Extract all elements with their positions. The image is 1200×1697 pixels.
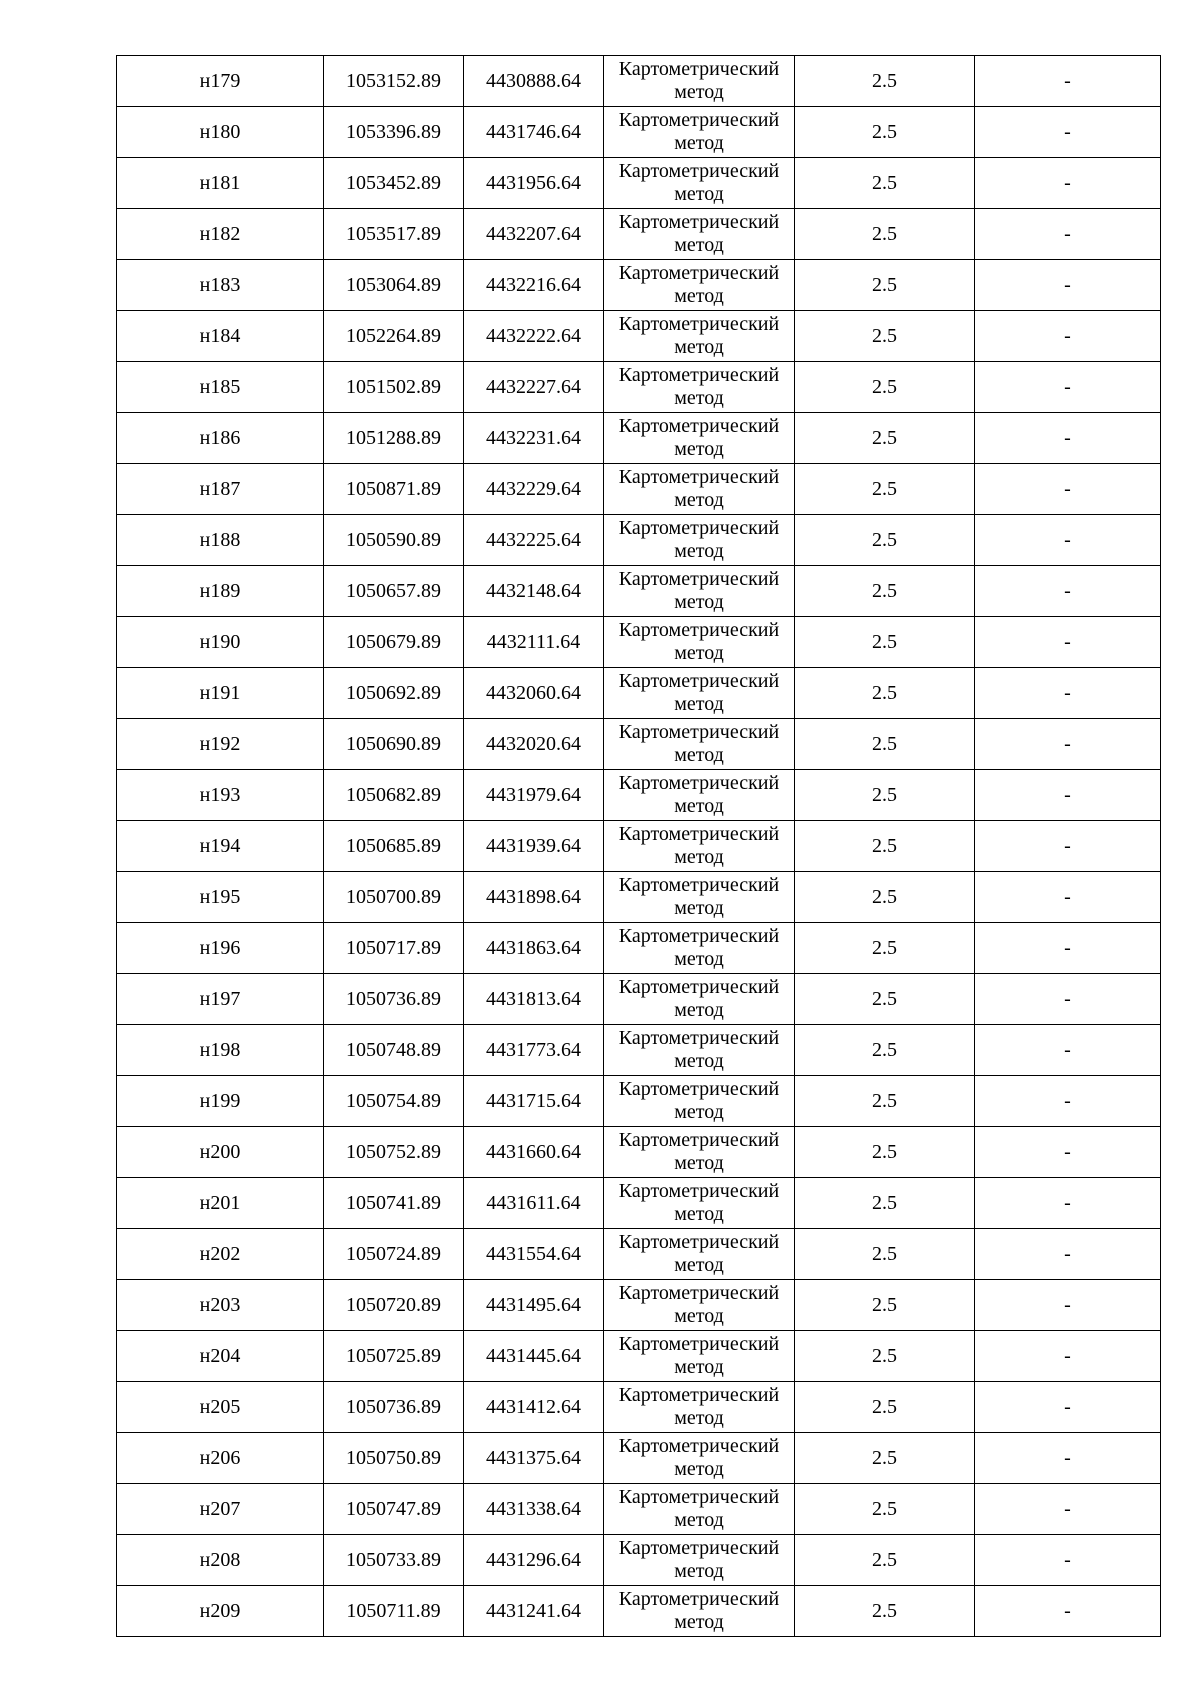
precision-cell: 2.5 (795, 1229, 975, 1280)
point-name-cell: н182 (117, 209, 324, 260)
method-text-line1: Картометрический (618, 211, 780, 233)
precision-cell: 2.5 (795, 668, 975, 719)
description-cell: - (975, 770, 1161, 821)
method-text-line1: Картометрический (618, 1282, 780, 1304)
method-cell (604, 1178, 795, 1229)
table-row (117, 260, 1161, 311)
method-text-line1: Картометрический (618, 1435, 780, 1457)
method-cell (604, 821, 795, 872)
method-text-line2: метод (674, 285, 724, 307)
description-cell: - (975, 872, 1161, 923)
point-name-cell: н209 (117, 1586, 324, 1637)
method-text-line2: метод (674, 438, 724, 460)
point-name-cell: н197 (117, 974, 324, 1025)
y-coordinate-cell: 4431956.64 (464, 158, 604, 209)
precision-cell: 2.5 (795, 770, 975, 821)
point-name-cell: н195 (117, 872, 324, 923)
y-coordinate-cell: 4432148.64 (464, 566, 604, 617)
precision-cell: 2.5 (795, 719, 975, 770)
method-text-line2: метод (674, 999, 724, 1021)
precision-cell: 2.5 (795, 1433, 975, 1484)
table-row (117, 464, 1161, 515)
point-name-cell: н196 (117, 923, 324, 974)
method-text-line1: Картометрический (618, 1384, 780, 1406)
y-coordinate-cell: 4432111.64 (464, 617, 604, 668)
method-text-line1: Картометрический (618, 160, 780, 182)
method-text-line1: Картометрический (618, 976, 780, 998)
x-coordinate-cell: 1050736.89 (324, 1382, 464, 1433)
table-row (117, 56, 1161, 107)
table-row (117, 872, 1161, 923)
table-row (117, 1382, 1161, 1433)
x-coordinate-cell: 1050657.89 (324, 566, 464, 617)
y-coordinate-cell: 4432060.64 (464, 668, 604, 719)
method-text-line1: Картометрический (618, 415, 780, 437)
x-coordinate-cell: 1050725.89 (324, 1331, 464, 1382)
point-name-cell: н206 (117, 1433, 324, 1484)
y-coordinate-cell: 4432227.64 (464, 362, 604, 413)
y-coordinate-cell: 4431338.64 (464, 1484, 604, 1535)
table-row (117, 770, 1161, 821)
description-cell: - (975, 1331, 1161, 1382)
point-name-cell: н202 (117, 1229, 324, 1280)
table-row (117, 821, 1161, 872)
precision-cell: 2.5 (795, 464, 975, 515)
y-coordinate-cell: 4431746.64 (464, 107, 604, 158)
coordinates-table (116, 55, 1161, 1637)
y-coordinate-cell: 4431412.64 (464, 1382, 604, 1433)
y-coordinate-cell: 4431375.64 (464, 1433, 604, 1484)
point-name-cell: н181 (117, 158, 324, 209)
precision-cell: 2.5 (795, 158, 975, 209)
method-text-line2: метод (674, 489, 724, 511)
description-cell: - (975, 617, 1161, 668)
method-cell (604, 260, 795, 311)
y-coordinate-cell: 4431241.64 (464, 1586, 604, 1637)
x-coordinate-cell: 1050736.89 (324, 974, 464, 1025)
method-text-line2: метод (674, 1305, 724, 1327)
coordinates-table-body (117, 56, 1161, 1637)
x-coordinate-cell: 1051502.89 (324, 362, 464, 413)
precision-cell: 2.5 (795, 1127, 975, 1178)
method-text-line2: метод (674, 1152, 724, 1174)
table-row (117, 719, 1161, 770)
y-coordinate-cell: 4431813.64 (464, 974, 604, 1025)
method-cell (604, 1076, 795, 1127)
method-cell (604, 872, 795, 923)
method-cell (604, 1586, 795, 1637)
method-text-line2: метод (674, 387, 724, 409)
x-coordinate-cell: 1050748.89 (324, 1025, 464, 1076)
method-text-line2: метод (674, 744, 724, 766)
method-cell (604, 1433, 795, 1484)
method-text-line1: Картометрический (618, 925, 780, 947)
description-cell: - (975, 413, 1161, 464)
description-cell: - (975, 464, 1161, 515)
table-row (117, 923, 1161, 974)
method-text-line1: Картометрический (618, 58, 780, 80)
method-text-line2: метод (674, 1407, 724, 1429)
x-coordinate-cell: 1050700.89 (324, 872, 464, 923)
method-text-line2: метод (674, 1611, 724, 1633)
method-cell (604, 1535, 795, 1586)
x-coordinate-cell: 1050724.89 (324, 1229, 464, 1280)
method-text-line2: метод (674, 1560, 724, 1582)
table-row (117, 974, 1161, 1025)
method-text-line2: метод (674, 897, 724, 919)
precision-cell: 2.5 (795, 515, 975, 566)
table-row (117, 1076, 1161, 1127)
method-text-line2: метод (674, 1509, 724, 1531)
table-row (117, 209, 1161, 260)
x-coordinate-cell: 1050754.89 (324, 1076, 464, 1127)
x-coordinate-cell: 1053064.89 (324, 260, 464, 311)
x-coordinate-cell: 1050741.89 (324, 1178, 464, 1229)
table-row (117, 566, 1161, 617)
method-text-line1: Картометрический (618, 364, 780, 386)
y-coordinate-cell: 4431979.64 (464, 770, 604, 821)
point-name-cell: н205 (117, 1382, 324, 1433)
method-text-line2: метод (674, 336, 724, 358)
point-name-cell: н193 (117, 770, 324, 821)
description-cell: - (975, 1025, 1161, 1076)
x-coordinate-cell: 1050682.89 (324, 770, 464, 821)
method-cell (604, 1280, 795, 1331)
table-row (117, 362, 1161, 413)
precision-cell: 2.5 (795, 566, 975, 617)
point-name-cell: н183 (117, 260, 324, 311)
precision-cell: 2.5 (795, 821, 975, 872)
precision-cell: 2.5 (795, 413, 975, 464)
method-text-line1: Картометрический (618, 823, 780, 845)
x-coordinate-cell: 1050752.89 (324, 1127, 464, 1178)
y-coordinate-cell: 4431495.64 (464, 1280, 604, 1331)
point-name-cell: н194 (117, 821, 324, 872)
table-row (117, 413, 1161, 464)
description-cell: - (975, 1535, 1161, 1586)
precision-cell: 2.5 (795, 1382, 975, 1433)
point-name-cell: н204 (117, 1331, 324, 1382)
table-row (117, 1127, 1161, 1178)
method-text-line1: Картометрический (618, 1231, 780, 1253)
precision-cell: 2.5 (795, 974, 975, 1025)
method-text-line2: метод (674, 591, 724, 613)
method-cell (604, 209, 795, 260)
x-coordinate-cell: 1050679.89 (324, 617, 464, 668)
method-cell (604, 158, 795, 209)
precision-cell: 2.5 (795, 1178, 975, 1229)
precision-cell: 2.5 (795, 107, 975, 158)
table-row (117, 1586, 1161, 1637)
method-text-line1: Картометрический (618, 568, 780, 590)
method-cell (604, 1025, 795, 1076)
point-name-cell: н207 (117, 1484, 324, 1535)
method-text-line1: Картометрический (618, 1537, 780, 1559)
table-row (117, 1025, 1161, 1076)
precision-cell: 2.5 (795, 1076, 975, 1127)
description-cell: - (975, 1280, 1161, 1331)
precision-cell: 2.5 (795, 209, 975, 260)
description-cell: - (975, 1229, 1161, 1280)
method-text-line1: Картометрический (618, 262, 780, 284)
method-cell (604, 1484, 795, 1535)
method-text-line2: метод (674, 1203, 724, 1225)
precision-cell: 2.5 (795, 923, 975, 974)
precision-cell: 2.5 (795, 311, 975, 362)
description-cell: - (975, 515, 1161, 566)
x-coordinate-cell: 1053517.89 (324, 209, 464, 260)
precision-cell: 2.5 (795, 1331, 975, 1382)
point-name-cell: н203 (117, 1280, 324, 1331)
table-row (117, 1229, 1161, 1280)
y-coordinate-cell: 4432229.64 (464, 464, 604, 515)
description-cell: - (975, 668, 1161, 719)
table-row (117, 1535, 1161, 1586)
method-cell (604, 668, 795, 719)
precision-cell: 2.5 (795, 1484, 975, 1535)
method-text-line1: Картометрический (618, 721, 780, 743)
method-text-line2: метод (674, 183, 724, 205)
description-cell: - (975, 107, 1161, 158)
precision-cell: 2.5 (795, 56, 975, 107)
description-cell: - (975, 1433, 1161, 1484)
point-name-cell: н198 (117, 1025, 324, 1076)
description-cell: - (975, 362, 1161, 413)
method-text-line1: Картометрический (618, 109, 780, 131)
method-cell (604, 311, 795, 362)
method-text-line2: метод (674, 1254, 724, 1276)
method-cell (604, 56, 795, 107)
point-name-cell: н208 (117, 1535, 324, 1586)
method-text-line1: Картометрический (618, 772, 780, 794)
precision-cell: 2.5 (795, 260, 975, 311)
description-cell: - (975, 1484, 1161, 1535)
table-row (117, 1178, 1161, 1229)
x-coordinate-cell: 1050685.89 (324, 821, 464, 872)
x-coordinate-cell: 1050750.89 (324, 1433, 464, 1484)
method-text-line1: Картометрический (618, 670, 780, 692)
x-coordinate-cell: 1050733.89 (324, 1535, 464, 1586)
y-coordinate-cell: 4431554.64 (464, 1229, 604, 1280)
method-text-line1: Картометрический (618, 1486, 780, 1508)
x-coordinate-cell: 1053152.89 (324, 56, 464, 107)
y-coordinate-cell: 4432225.64 (464, 515, 604, 566)
description-cell: - (975, 311, 1161, 362)
point-name-cell: н185 (117, 362, 324, 413)
y-coordinate-cell: 4432207.64 (464, 209, 604, 260)
y-coordinate-cell: 4432020.64 (464, 719, 604, 770)
x-coordinate-cell: 1050590.89 (324, 515, 464, 566)
method-text-line1: Картометрический (618, 1078, 780, 1100)
y-coordinate-cell: 4431296.64 (464, 1535, 604, 1586)
point-name-cell: н179 (117, 56, 324, 107)
method-cell (604, 107, 795, 158)
method-text-line2: метод (674, 1050, 724, 1072)
precision-cell: 2.5 (795, 872, 975, 923)
description-cell: - (975, 56, 1161, 107)
description-cell: - (975, 1076, 1161, 1127)
point-name-cell: н184 (117, 311, 324, 362)
x-coordinate-cell: 1050692.89 (324, 668, 464, 719)
method-text-line2: метод (674, 795, 724, 817)
method-text-line2: метод (674, 693, 724, 715)
table-row (117, 311, 1161, 362)
table-row (117, 1331, 1161, 1382)
x-coordinate-cell: 1050871.89 (324, 464, 464, 515)
point-name-cell: н192 (117, 719, 324, 770)
y-coordinate-cell: 4431939.64 (464, 821, 604, 872)
x-coordinate-cell: 1053396.89 (324, 107, 464, 158)
table-row (117, 107, 1161, 158)
description-cell: - (975, 719, 1161, 770)
precision-cell: 2.5 (795, 617, 975, 668)
x-coordinate-cell: 1050717.89 (324, 923, 464, 974)
method-cell (604, 362, 795, 413)
method-text-line2: метод (674, 948, 724, 970)
method-cell (604, 617, 795, 668)
table-row (117, 1280, 1161, 1331)
point-name-cell: н199 (117, 1076, 324, 1127)
x-coordinate-cell: 1052264.89 (324, 311, 464, 362)
y-coordinate-cell: 4431898.64 (464, 872, 604, 923)
method-cell (604, 566, 795, 617)
method-cell (604, 974, 795, 1025)
y-coordinate-cell: 4432222.64 (464, 311, 604, 362)
point-name-cell: н200 (117, 1127, 324, 1178)
method-text-line1: Картометрический (618, 1129, 780, 1151)
description-cell: - (975, 566, 1161, 617)
method-text-line2: метод (674, 1458, 724, 1480)
y-coordinate-cell: 4431660.64 (464, 1127, 604, 1178)
method-text-line2: метод (674, 234, 724, 256)
method-text-line2: метод (674, 1101, 724, 1123)
x-coordinate-cell: 1051288.89 (324, 413, 464, 464)
method-text-line2: метод (674, 132, 724, 154)
precision-cell: 2.5 (795, 362, 975, 413)
description-cell: - (975, 209, 1161, 260)
method-cell (604, 464, 795, 515)
y-coordinate-cell: 4431445.64 (464, 1331, 604, 1382)
point-name-cell: н187 (117, 464, 324, 515)
y-coordinate-cell: 4430888.64 (464, 56, 604, 107)
method-text-line1: Картометрический (618, 1027, 780, 1049)
method-cell (604, 413, 795, 464)
point-name-cell: н191 (117, 668, 324, 719)
point-name-cell: н188 (117, 515, 324, 566)
method-text-line1: Картометрический (618, 874, 780, 896)
x-coordinate-cell: 1053452.89 (324, 158, 464, 209)
precision-cell: 2.5 (795, 1586, 975, 1637)
description-cell: - (975, 1382, 1161, 1433)
x-coordinate-cell: 1050690.89 (324, 719, 464, 770)
table-row (117, 1484, 1161, 1535)
precision-cell: 2.5 (795, 1280, 975, 1331)
x-coordinate-cell: 1050720.89 (324, 1280, 464, 1331)
method-text-line1: Картометрический (618, 466, 780, 488)
method-text-line1: Картометрический (618, 517, 780, 539)
point-name-cell: н190 (117, 617, 324, 668)
table-row (117, 1433, 1161, 1484)
method-text-line2: метод (674, 1356, 724, 1378)
table-row (117, 158, 1161, 209)
method-text-line2: метод (674, 846, 724, 868)
point-name-cell: н201 (117, 1178, 324, 1229)
y-coordinate-cell: 4432231.64 (464, 413, 604, 464)
method-cell (604, 770, 795, 821)
method-cell (604, 1229, 795, 1280)
description-cell: - (975, 260, 1161, 311)
description-cell: - (975, 1127, 1161, 1178)
method-text-line1: Картометрический (618, 1180, 780, 1202)
description-cell: - (975, 1178, 1161, 1229)
method-cell (604, 1331, 795, 1382)
description-cell: - (975, 821, 1161, 872)
y-coordinate-cell: 4432216.64 (464, 260, 604, 311)
method-text-line1: Картометрический (618, 313, 780, 335)
method-text-line2: метод (674, 540, 724, 562)
precision-cell: 2.5 (795, 1025, 975, 1076)
table-row (117, 515, 1161, 566)
x-coordinate-cell: 1050711.89 (324, 1586, 464, 1637)
method-cell (604, 1127, 795, 1178)
point-name-cell: н189 (117, 566, 324, 617)
description-cell: - (975, 974, 1161, 1025)
table-row (117, 617, 1161, 668)
method-text-line1: Картометрический (618, 1333, 780, 1355)
method-cell (604, 515, 795, 566)
precision-cell: 2.5 (795, 1535, 975, 1586)
y-coordinate-cell: 4431773.64 (464, 1025, 604, 1076)
description-cell: - (975, 158, 1161, 209)
method-cell (604, 719, 795, 770)
method-cell (604, 923, 795, 974)
method-text-line1: Картометрический (618, 1588, 780, 1610)
y-coordinate-cell: 4431863.64 (464, 923, 604, 974)
table-row (117, 668, 1161, 719)
method-text-line2: метод (674, 81, 724, 103)
method-text-line1: Картометрический (618, 619, 780, 641)
method-text-line2: метод (674, 642, 724, 664)
y-coordinate-cell: 4431715.64 (464, 1076, 604, 1127)
method-cell (604, 1382, 795, 1433)
description-cell: - (975, 923, 1161, 974)
y-coordinate-cell: 4431611.64 (464, 1178, 604, 1229)
point-name-cell: н180 (117, 107, 324, 158)
x-coordinate-cell: 1050747.89 (324, 1484, 464, 1535)
description-cell: - (975, 1586, 1161, 1637)
point-name-cell: н186 (117, 413, 324, 464)
